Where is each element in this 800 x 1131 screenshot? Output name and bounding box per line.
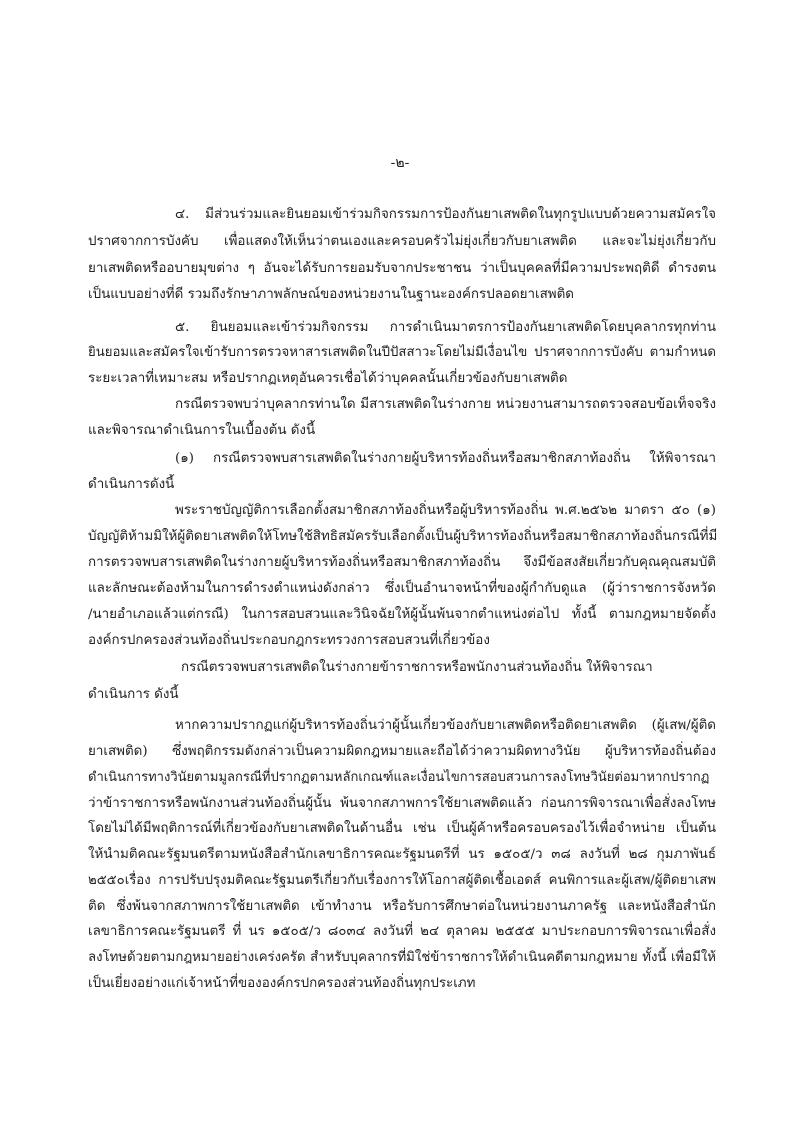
paragraph-line: เป็นแบบอย่างที่ดี รวมถึงรักษาภาพลักษณ์ของหน่วยงานในฐานะองค์กรปลอดยาเสพติด (88, 287, 575, 302)
paragraph-line: ติด ซึ่งพ้นจากสภาพการใช้ยาเสพติด เข้าทำงาน หรือรับการศึกษาต่อในหน่วยงานภาครัฐ และหนังสือสำนัก (88, 899, 716, 914)
paragraph-line: (๑) กรณีตรวจพบสารเสพติดในร่างกายผู้บริหารท้องถิ่นหรือสมาชิกสภาท้องถิ่น ให้พิจารณา (175, 451, 716, 466)
paragraph-line: พระราชบัญญัติการเลือกตั้งสมาชิกสภาท้องถิ่นหรือผู้บริหารท้องถิ่น พ.ศ.๒๕๖๒ มาตรา ๕๐ (๑) (175, 503, 716, 518)
paragraph-line: ให้นำมติคณะรัฐมนตรีตามหนังสือสำนักเลขาธิการคณะรัฐมนตรีที่ นร ๑๕๐๕/ว ๓๘ ลงวันที่ ๒๘ กุมภาพันธ์ (88, 847, 716, 862)
paragraph-line: ดำเนินการทางวินัยตามมูลกรณีที่ปรากฏตามหลักเกณฑ์และเงื่อนไขการสอบสวนการลงโทษวินัยต่อมาหากปรากฏ (88, 770, 710, 785)
paragraph-line: และลักษณะต้องห้ามในการดำรงตำแหน่งดังกล่าว ซึ่งเป็นอำนาจหน้าที่ของผู้กำกับดูแล (ผู้ว่าราชการจังหวัด (88, 581, 716, 596)
paragraph-line: เป็นเยี่ยงอย่างแก่เจ้าหน้าที่ขององค์กรปกครองส่วนท้องถิ่นทุกประเภท (88, 976, 476, 991)
paragraph-line: บัญญัติห้ามมิให้ผู้ติดยาเสพติดให้โทษใช้สิทธิสมัครรับเลือกตั้งเป็นผู้บริหารท้องถิ่นหรือสมาชิกสภาท้องถิ่นกรณีที่มี (88, 529, 718, 544)
paragraph-line: ยาเสพติดหรืออบายมุขต่าง ๆ อันจะได้รับการยอมรับจากประชาชน ว่าเป็นบุคคลที่มีความประพฤติดี ดำรงตน (88, 261, 716, 276)
paragraph-line: /นายอำเภอแล้วแต่กรณี) ในการสอบสวนและวินิจฉัยให้ผู้นั้นพ้นจากตำแหน่งต่อไป ทั้งนี้ ตามกฎหมายจัดตั้ง (88, 607, 716, 622)
paragraph-line: กรณีตรวจพบสารเสพติดในร่างกายข้าราชการหรือพนักงานส่วนท้องถิ่น ให้พิจารณา (181, 660, 653, 675)
paragraph-line: ดำเนินการดังนี้ (88, 477, 175, 492)
paragraph-line: ๕. ยินยอมและเข้าร่วมกิจกรรม การดำเนินมาตรการป้องกันยาเสพติดโดยบุคลากรทุกท่าน (175, 320, 716, 335)
paragraph-line: หากความปรากฏแก่ผู้บริหารท้องถิ่นว่าผู้นั้นเกี่ยวข้องกับยาเสพติดหรือติดยาเสพติด (ผู้เสพ/ผู้ติด (175, 718, 716, 733)
paragraph-line: เลขาธิการคณะรัฐมนตรี ที่ นร ๑๕๐๕/ว ๘๐๓๔ ลงวันที่ ๒๔ ตุลาคม ๒๕๕๕ มาประกอบการพิจารณาเพื่อสั่ง (88, 924, 716, 939)
paragraph-line: ลงโทษด้วยตามกฎหมายอย่างเคร่งครัด สำหรับบุคลากรที่มิใช่ข้าราชการให้ดำเนินคดีตามกฎหมาย ทั้งนี้ เพื่อมีให้ (88, 950, 716, 965)
paragraph-line: กรณีตรวจพบว่าบุคลากรท่านใด มีสารเสพติดในร่างกาย หน่วยงานสามารถตรวจสอบข้อเท็จจริง (175, 397, 716, 412)
paragraph-line: ยินยอมและสมัครใจเข้ารับการตรวจหาสารเสพติดในปีปัสสาวะโดยไม่มีเงื่อนไข ปราศจากการบังคับ ตามกำหนด (88, 345, 716, 360)
paragraph-line: ปราศจากการบังคับ เพื่อแสดงให้เห็นว่าตนเองและครอบครัวไม่ยุ่งเกี่ยวกับยาเสพติด และจะไม่ยุ่งเกี่ยวกับ (88, 234, 716, 249)
paragraph-line: การตรวจพบสารเสพติดในร่างกายผู้บริหารท้องถิ่นหรือสมาชิกสภาท้องถิ่น จึงมีข้อสงสัยเกี่ยวกับคุณคุณสมบัติ (88, 555, 716, 570)
paragraph-line: องค์กรปกครองส่วนท้องถิ่นประกอบกฎกระทรวงการสอบสวนที่เกี่ยวข้อง (88, 633, 490, 648)
page-number: -๒- (390, 155, 410, 171)
paragraph-line: ว่าข้าราชการหรือพนักงานส่วนท้องถิ่นผู้นั้น พ้นจากสภาพการใช้ยาเสพติดแล้ว ก่อนการพิจารณาเพื่อสั่งลงโทษ (88, 796, 716, 811)
paragraph-line: ดำเนินการ ดังนี้ (88, 687, 179, 702)
paragraph-line: โดยไม่ได้มีพฤติการณ์ที่เกี่ยวข้องกับยาเสพติดในด้านอื่น เช่น เป็นผู้ค้าหรือครอบครองไว้เพื่อจำหน่าย เป็นต้น (88, 821, 716, 836)
paragraph-line: ระยะเวลาที่เหมาะสม หรือปรากฏเหตุอันควรเชื่อได้ว่าบุคคลนั้นเกี่ยวข้องกับยาเสพติด (88, 371, 568, 386)
paragraph-line: ยาเสพติด) ซึ่งพฤติกรรมดังกล่าวเป็นความผิดกฎหมายและถือได้ว่าความผิดทางวินัย ผู้บริหารท้องถิ่นต้อง (88, 744, 716, 759)
paragraph-line: ๒๕๕๐เรื่อง การปรับปรุงมติคณะรัฐมนตรีเกี่ยวกับเรื่องการให้โอกาสผู้ติดเชื้อเอดส์ คนพิการและผู้เสพ/ผู้ติดยาเสพ (88, 873, 716, 888)
paragraph-line: ๔. มีส่วนร่วมและยินยอมเข้าร่วมกิจกรรมการป้องกันยาเสพติดในทุกรูปแบบด้วยความสมัครใจ (175, 207, 716, 222)
paragraph-line: และพิจารณาดำเนินการในเบื้องต้น ดังนี้ (88, 423, 316, 438)
